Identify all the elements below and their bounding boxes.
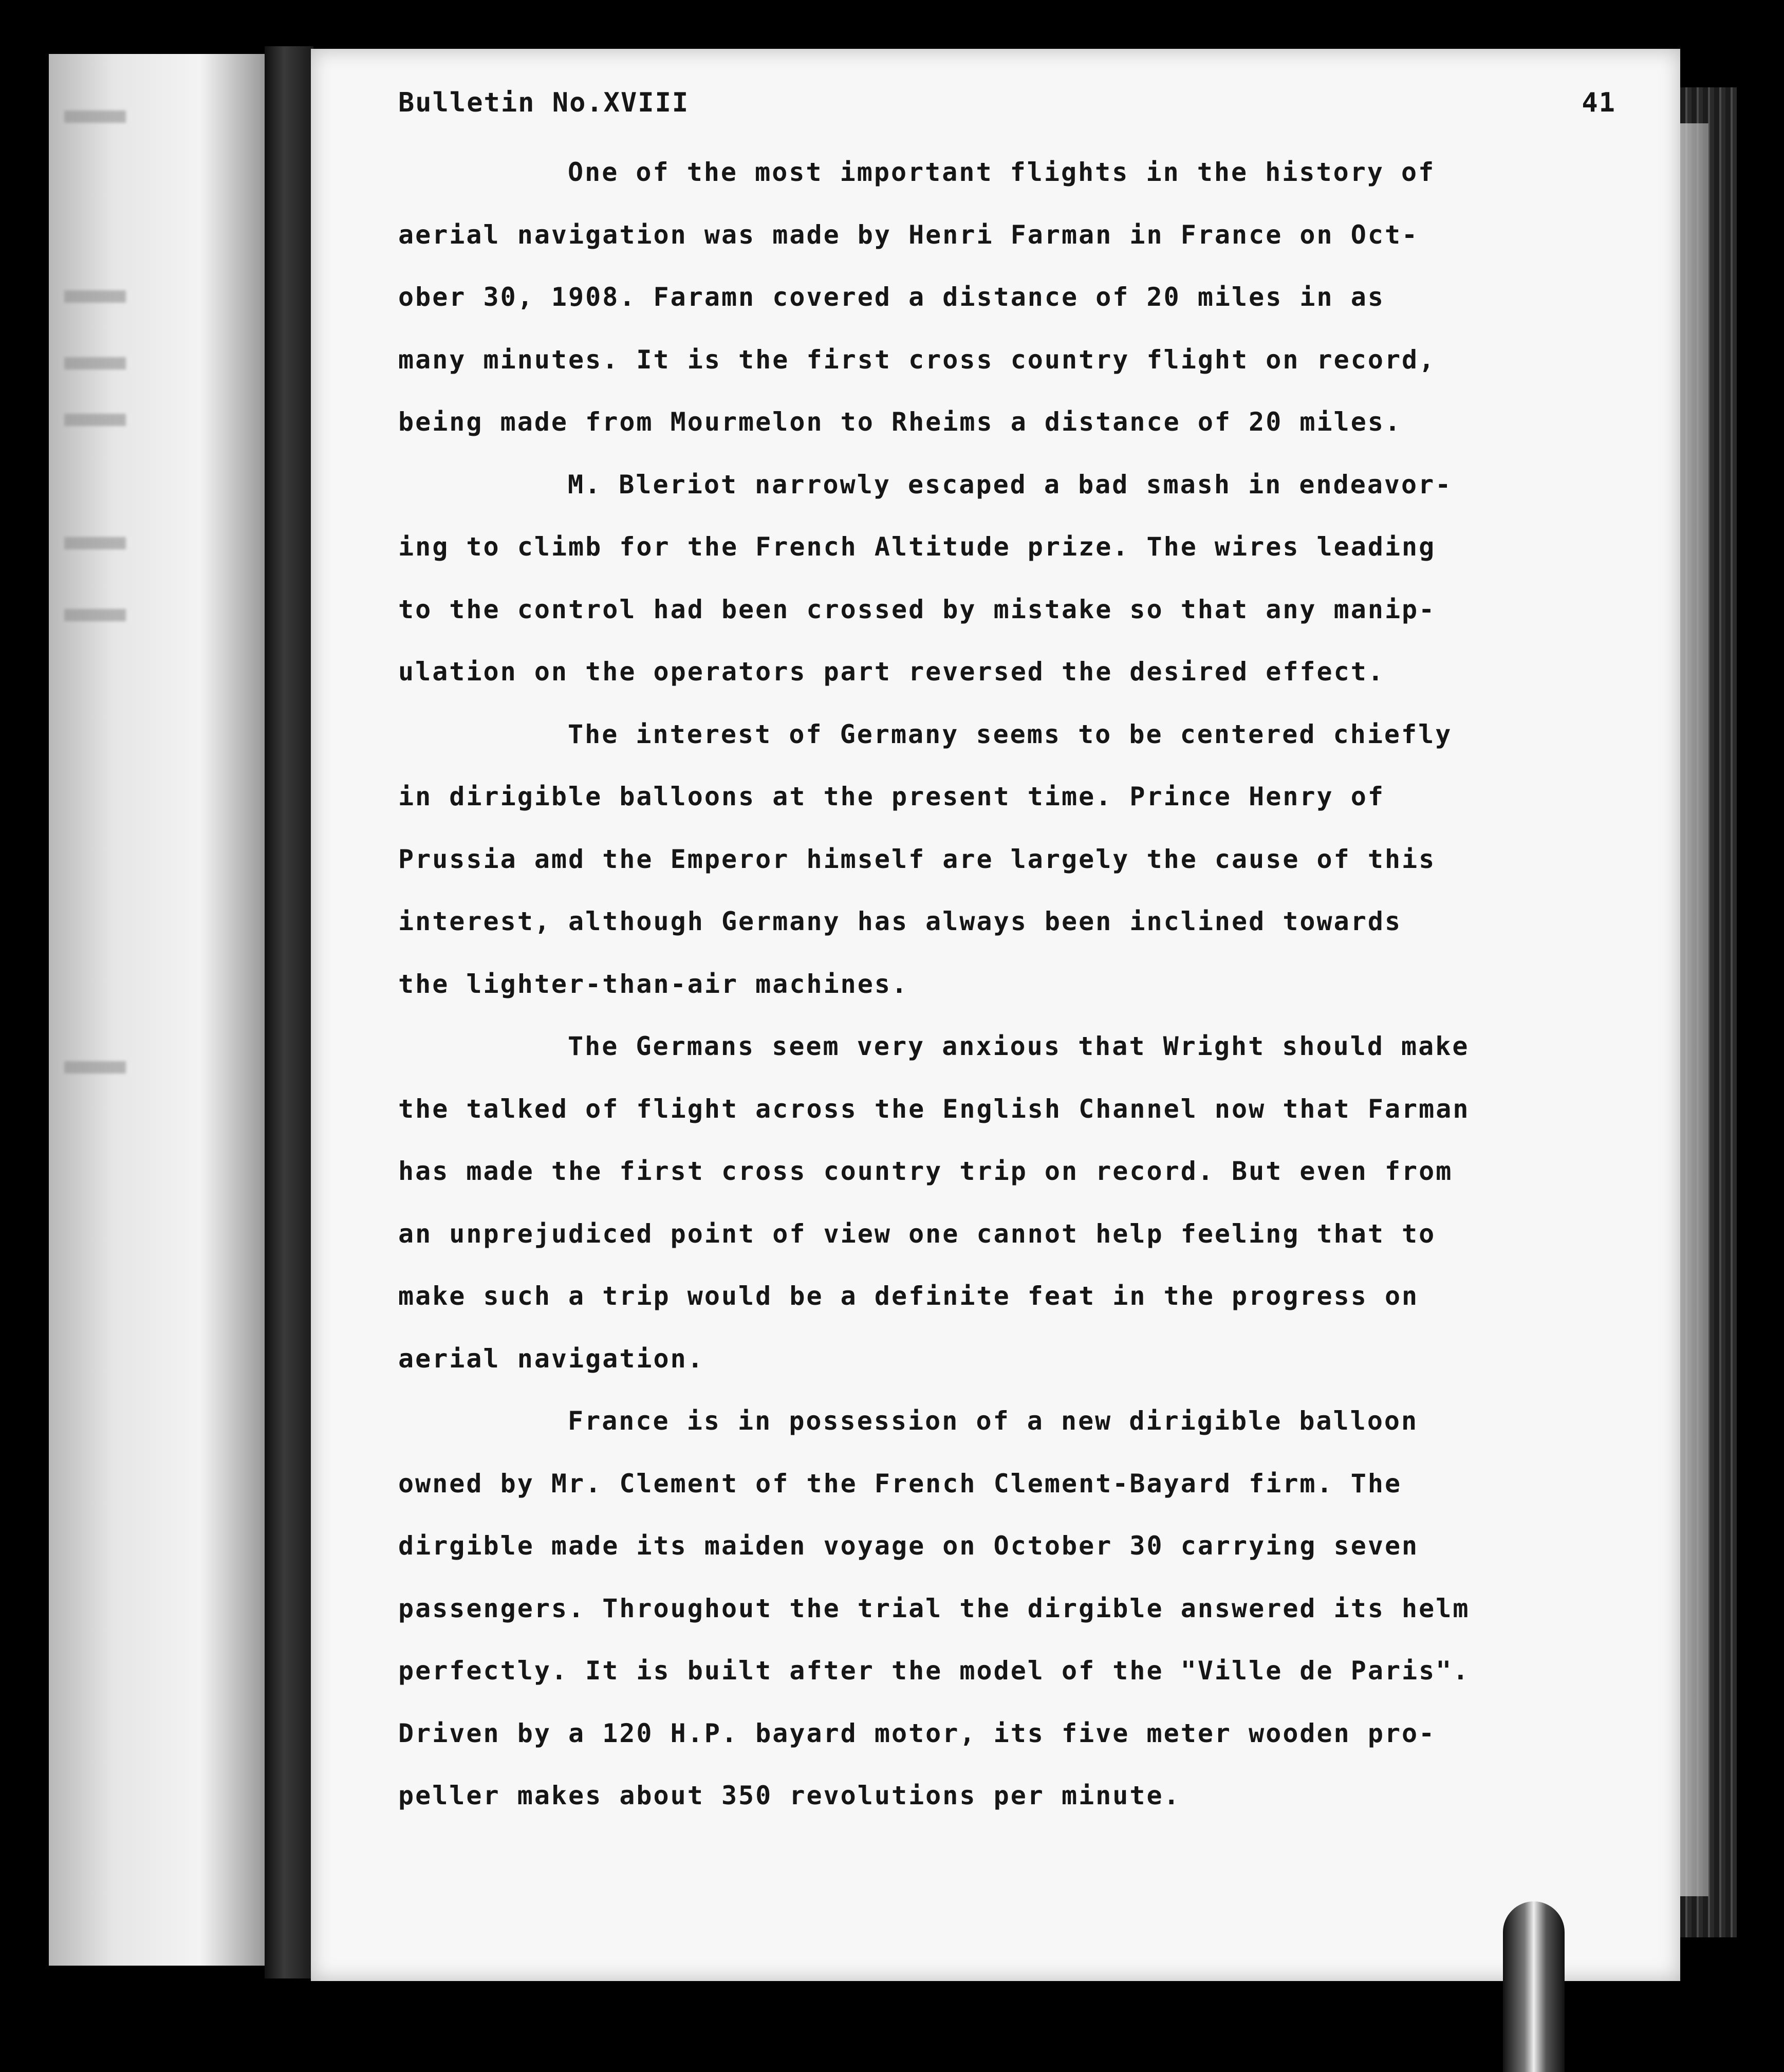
- pen-tip: [1503, 1901, 1565, 2072]
- text-line: perfectly. It is built after the model of the "Ville de Paris".: [398, 1656, 1470, 1686]
- text-line: passengers. Throughout the trial the dirgible answered its helm: [398, 1593, 1470, 1623]
- bleed-through-mark: [64, 290, 126, 303]
- text-line: in dirigible balloons at the present time. Prince Henry of: [398, 782, 1385, 811]
- book-gutter: [265, 46, 313, 1978]
- bleed-through-mark: [64, 357, 126, 369]
- bleed-through-mark: [64, 609, 126, 621]
- text-line: to the control had been crossed by mistake so that any manip-: [398, 594, 1436, 624]
- bulletin-title: Bulletin No.XVIII: [398, 87, 690, 118]
- text-line: the lighter-than-air machines.: [398, 969, 909, 999]
- text-line: dirgible made its maiden voyage on October 30 carrying seven: [398, 1531, 1419, 1561]
- facing-page-edge: [49, 54, 265, 1966]
- bleed-through-mark: [64, 537, 126, 549]
- text-line: an unprejudiced point of view one cannot help feeling that to: [398, 1218, 1436, 1249]
- text-line: the talked of flight across the English Channel now that Farman: [398, 1094, 1470, 1124]
- text-line: One of the most important flights in the history of: [568, 157, 1436, 187]
- text-line: aerial navigation.: [398, 1343, 704, 1374]
- bleed-through-mark: [64, 1061, 126, 1074]
- text-line: The Germans seem very anxious that Wright should make: [568, 1031, 1470, 1061]
- text-line: owned by Mr. Clement of the French Clement-Bayard firm. The: [398, 1468, 1402, 1498]
- text-line: M. Bleriot narrowly escaped a bad smash in endeavor-: [568, 469, 1453, 499]
- text-line: ing to climb for the French Altitude prize. The wires leading: [398, 532, 1436, 562]
- text-line: The interest of Germany seems to be centered chiefly: [568, 719, 1453, 749]
- text-line: make such a trip would be a definite feat in the progress on: [398, 1281, 1419, 1311]
- typed-page: [311, 49, 1680, 1981]
- page-header: [398, 85, 1673, 121]
- text-line: aerial navigation was made by Henri Farman in France on Oct-: [398, 219, 1419, 250]
- text-line: France is in possession of a new dirigible balloon: [568, 1406, 1419, 1436]
- text-line: Driven by a 120 H.P. bayard motor, its five meter wooden pro-: [398, 1718, 1436, 1748]
- bleed-through-mark: [64, 110, 126, 123]
- text-line: ober 30, 1908. Faramn covered a distance of 20 miles in as: [398, 282, 1385, 312]
- text-line: many minutes. It is the first cross country flight on record,: [398, 344, 1436, 375]
- body-text: [398, 141, 1673, 1827]
- text-line: interest, although Germany has always been inclined towards: [398, 906, 1402, 936]
- text-line: ulation on the operators part reversed the desired effect.: [398, 657, 1385, 687]
- text-line: has made the first cross country trip on record. But even from: [398, 1156, 1453, 1186]
- page-content: [398, 85, 1673, 1827]
- text-line: Prussia amd the Emperor himself are largely the cause of this: [398, 844, 1436, 874]
- page-stack-highlight: [1680, 123, 1708, 1896]
- page-number: 41: [1582, 87, 1616, 118]
- bleed-through-mark: [64, 414, 126, 426]
- text-line: peller makes about 350 revolutions per minute.: [398, 1781, 1181, 1810]
- text-line: being made from Mourmelon to Rheims a distance of 20 miles.: [398, 407, 1402, 437]
